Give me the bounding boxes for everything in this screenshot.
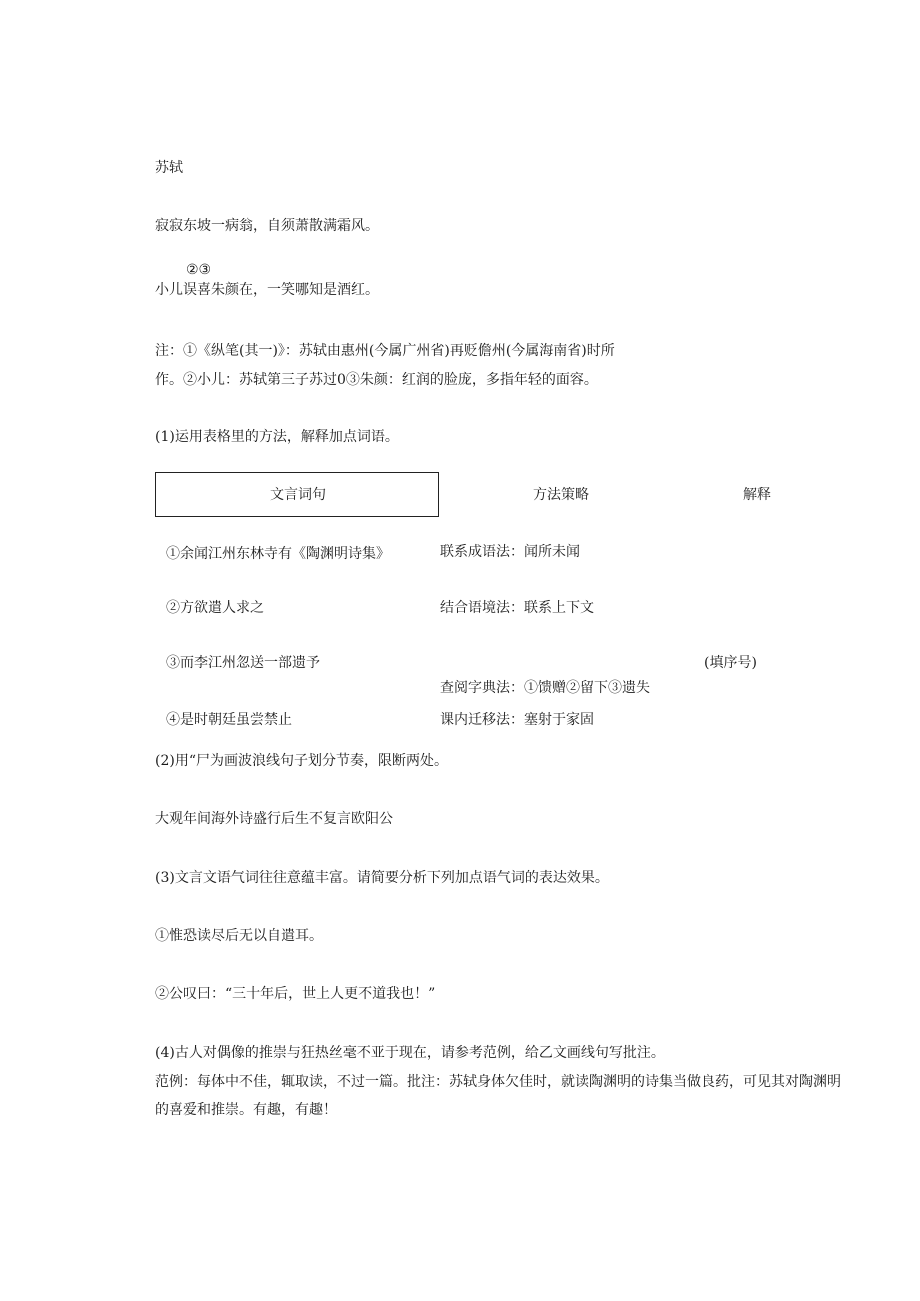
question-4-prompt: (4)古人对偶像的推崇与狂热丝毫不亚于现在，请参考范例，给乙文画线句写批注。 xyxy=(155,1045,665,1061)
table-header-method: 方法策略 xyxy=(533,487,589,503)
table-row-3-method: 查阅字典法：①馈赠②留下③遗失 xyxy=(440,680,650,696)
question-2-prompt: (2)用“尸为画波浪线句子划分节奏，限断两处。 xyxy=(155,753,448,769)
poem-line-2: 小儿误喜朱颜在，一笑哪知是酒红。 xyxy=(155,282,379,298)
table-row-3-note: (填序号) xyxy=(704,655,757,671)
table-header-phrase: 文言词句 xyxy=(270,487,326,503)
question-1-prompt: (1)运用表格里的方法，解释加点词语。 xyxy=(155,429,399,445)
note-line-2: 作。②小儿：苏轼第三子苏过0③朱颜：红润的脸庞，多指年轻的面容。 xyxy=(155,372,598,388)
table-row-3-phrase: ③而李江州忽送一部遗予 xyxy=(166,655,320,671)
note-line-1: 注：①《纵笔(其一)》：苏轼由惠州(今属广州省)再贬儋州(今属海南省)时所 xyxy=(155,343,615,359)
table-row-1-phrase: ①余闻江州东林寺有《陶渊明诗集》 xyxy=(166,546,390,562)
question-3-item-1: ①惟恐读尽后无以自遣耳。 xyxy=(155,928,323,944)
table-header-explanation: 解释 xyxy=(743,487,771,503)
table-row-4-method: 课内迁移法：塞射于家固 xyxy=(440,712,594,728)
table-row-2-phrase: ②方欲遣人求之 xyxy=(166,600,264,616)
table-row-1-method: 联系成语法：闻所未闻 xyxy=(440,544,580,560)
question-3-prompt: (3)文言文语气词往往意蕴丰富。请简要分析下列加点语气词的表达效果。 xyxy=(155,870,609,886)
poem-footnote-marks: ②③ xyxy=(186,262,212,278)
poem-author: 苏轼 xyxy=(155,160,183,176)
question-2-sentence: 大观年间海外诗盛行后生不复言欧阳公 xyxy=(155,811,393,827)
question-3-item-2: ②公叹曰：“三十年后，世上人更不道我也！” xyxy=(155,986,436,1002)
poem-line-1: 寂寂东坡一病翁，自须萧散满霜风。 xyxy=(155,218,379,234)
table-row-4-phrase: ④是时朝廷虽尝禁止 xyxy=(166,712,292,728)
question-4-example-line-1: 范例：每体中不佳，辄取读，不过一篇。批注：苏轼身体欠佳时，就读陶渊明的诗集当做良药，可见其对陶渊明 xyxy=(155,1074,841,1090)
question-4-example-line-2: 的喜爱和推崇。有趣，有趣！ xyxy=(155,1102,337,1118)
table-row-2-method: 结合语境法：联系上下文 xyxy=(440,600,594,616)
